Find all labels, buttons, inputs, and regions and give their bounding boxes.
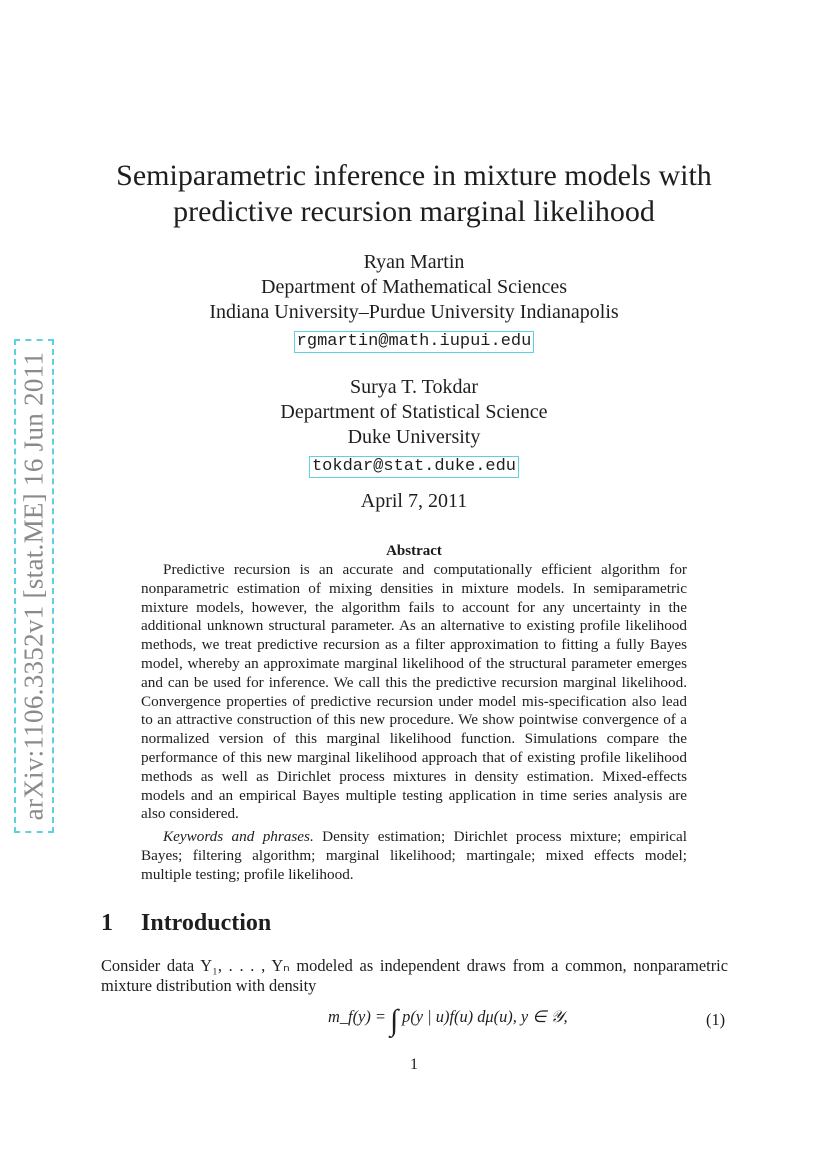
title-line-2: predictive recursion marginal likelihood xyxy=(173,195,655,228)
title-line-1: Semiparametric inference in mixture models with xyxy=(116,159,712,192)
author-block-1 xyxy=(0,250,828,353)
paper-date: April 7, 2011 xyxy=(360,490,468,512)
abstract-heading: Abstract xyxy=(386,543,442,559)
intro-paragraph: Consider data Y₁, . . . , Yₙ modeled as independent draws from a common, nonparametric mixture distribution with density xyxy=(101,956,728,995)
section-number: 1 xyxy=(101,910,113,936)
section-heading xyxy=(101,910,271,937)
keywords-label: Keywords and phrases. xyxy=(163,828,314,846)
author-name: Surya T. Tokdar xyxy=(349,376,479,398)
author-affiliation: Indiana University–Purdue University Indianapolis xyxy=(209,301,619,323)
author-email-link[interactable]: rgmartin@math.iupui.edu xyxy=(294,331,535,353)
equation-lhs: m_f(y) = xyxy=(328,1007,386,1026)
page-number: 1 xyxy=(410,1056,418,1073)
integral-sign: ∫ xyxy=(389,1004,399,1037)
author-block-2 xyxy=(0,375,828,478)
keywords-paragraph xyxy=(141,828,687,884)
equation-number: (1) xyxy=(706,1010,726,1029)
equation-rhs: p(y | u)f(u) dμ(u), y ∈ 𝒴, xyxy=(402,1007,568,1026)
author-affiliation: Department of Mathematical Sciences xyxy=(261,276,567,298)
author-affiliation: Department of Statistical Science xyxy=(280,401,548,423)
paper-title xyxy=(0,158,828,230)
abstract-text: Predictive recursion is an accurate and computationally efficient algorithm for nonparametric estimation of mixing densities in mixture models. In semiparametric mixture models, however, the algorithm fails to account for any uncertainty in the additional unknown structural parameter. As an alternative to existing profile likelihood methods, we treat predictive recursion as a filter approximation to fitting a fully Bayes model, whereby an approximate marginal likelihood of the structural parameter emerges and can be used for inference. We call this the predictive recursion marginal likelihood. Convergence properties of predictive recursion under model mis-specification also lead to an attractive construction of this new procedure. We show pointwise convergence of a normalized version of this marginal likelihood function. Simulations compare the performance of this new marginal likelihood approach that of existing profile likelihood methods as well as Dirichlet process mixtures in density estimation. Mixed-effects models and an empirical Bayes multiple testing application in time series analysis are also considered. xyxy=(141,561,687,823)
keywords-list: Density estimation; Dirichlet process mixture; empirical Bayes; filtering algorithm; marginal likelihood; martingale; mixed effects model; multiple testing; profile likelihood. xyxy=(141,828,687,883)
equation-1 xyxy=(328,1004,568,1038)
author-name: Ryan Martin xyxy=(363,251,465,273)
abstract-body xyxy=(141,561,687,885)
author-affiliation: Duke University xyxy=(347,426,481,448)
author-email-link[interactable]: tokdar@stat.duke.edu xyxy=(309,456,519,478)
arxiv-identifier: arXiv:1106.3352v1 [stat.ME] 16 Jun 2011 xyxy=(18,351,49,821)
section-title: Introduction xyxy=(141,910,272,936)
